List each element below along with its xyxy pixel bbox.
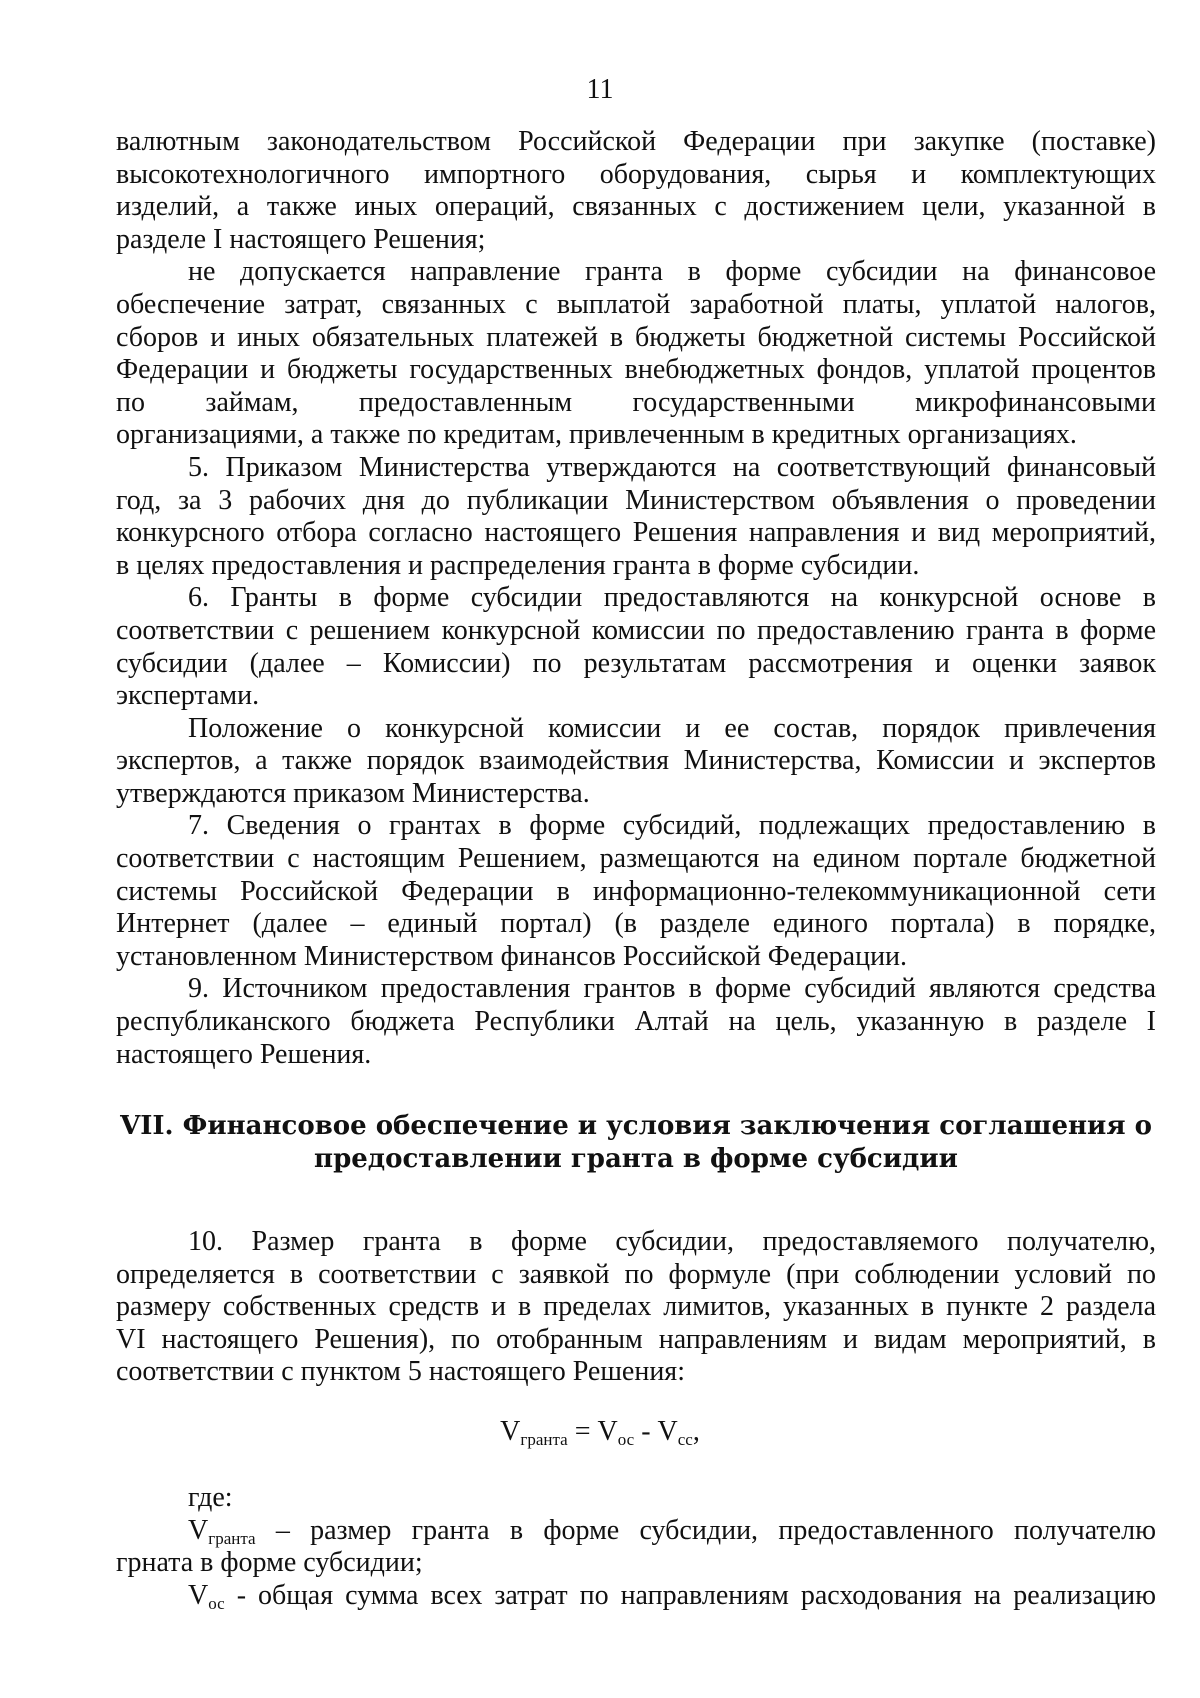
text-line: настоящего Решения. xyxy=(116,1038,372,1070)
def-v-grant-text: – размер гранта в форме субсидии, предоставленного получателю xyxy=(255,1514,1156,1546)
body-text-section-1 xyxy=(116,126,1156,1071)
section-heading-line-2: предоставлении гранта в форме субсидии xyxy=(314,1143,958,1174)
text-line: системы Российской Федерации в информационно-телекоммуникационной сети xyxy=(116,875,1156,907)
text-line: сборов и иных обязательных платежей в бюджеты бюджетной системы Российской xyxy=(116,321,1156,353)
text-line: размеру собственных средств и в пределах лимитов, указанных в пункте 2 раздела xyxy=(116,1291,1156,1323)
text-line: Положение о конкурсной комиссии и ее состав, порядок привлечения xyxy=(188,712,1156,744)
text-line: в целях предоставления и распределения гранта в форме субсидии. xyxy=(116,549,920,581)
text-line: республиканского бюджета Республики Алтай на цель, указанную в разделе I xyxy=(116,1006,1156,1038)
text-line: год, за 3 рабочих дня до публикации Министерством объявления о проведении xyxy=(116,484,1156,516)
text-line: экспертов, а также порядок взаимодействия Министерства, Комиссии и экспертов xyxy=(116,745,1156,777)
text-line: экспертами. xyxy=(116,680,260,712)
text-line: высокотехнологичного импортного оборудования, сырья и комплектующих xyxy=(116,158,1156,190)
def-v-grant-symbol: V xyxy=(188,1514,209,1546)
where-label: где: xyxy=(188,1482,233,1513)
text-line: разделе I настоящего Решения; xyxy=(116,223,486,255)
text-line: соответствии с настоящим Решением, размещаются на едином портале бюджетной xyxy=(116,843,1156,875)
section-heading-line-1: VII. Финансовое обеспечение и условия заключения соглашения о xyxy=(120,1111,1152,1141)
grant-formula xyxy=(0,1414,1200,1450)
text-line: 5. Приказом Министерства утверждаются на соответствующий финансовый xyxy=(188,451,1156,483)
formula-comma: , xyxy=(692,1416,700,1447)
text-line: по займам, предоставленным государственными микрофинансовыми xyxy=(116,386,1156,418)
formula-minus: - xyxy=(634,1416,658,1447)
page-number: 11 xyxy=(586,74,614,105)
text-line: соответствии с решением конкурсной комиссии по предоставлению гранта в форме xyxy=(116,614,1156,646)
formula-v-os: V xyxy=(597,1416,618,1447)
formula-sub-os: ос xyxy=(617,1430,635,1449)
def-v-grant-sub: гранта xyxy=(208,1528,256,1548)
text-line: Интернет (далее – единый портал) (в разделе единого портала) в порядке, xyxy=(116,908,1156,940)
text-line: валютным законодательством Российской Федерации при закупке (поставке) xyxy=(116,126,1156,157)
text-line: организациями, а также по кредитам, привлеченным в кредитных организациях. xyxy=(116,419,1077,451)
text-line: утверждаются приказом Министерства. xyxy=(116,777,590,809)
text-line: изделий, а также иных операций, связанных с достижением цели, указанной в xyxy=(116,191,1156,223)
text-line: VI настоящего Решения), по отобранным направлениям и видам мероприятий, в xyxy=(116,1323,1156,1355)
formula-v-ss: V xyxy=(657,1416,678,1447)
text-line: 7. Сведения о грантах в форме субсидий, подлежащих предоставлению в xyxy=(188,810,1156,842)
text-line: обеспечение затрат, связанных с выплатой заработной платы, уплатой налогов, xyxy=(116,288,1156,320)
formula-v-grant: V xyxy=(500,1416,521,1447)
formula-sub-ss: сс xyxy=(677,1430,693,1449)
text-line: конкурсного отбора согласно настоящего Решения направления и вид мероприятий, xyxy=(116,517,1156,549)
text-line: соответствии с пунктом 5 настоящего Решения: xyxy=(116,1356,685,1388)
text-line: 6. Гранты в форме субсидии предоставляются на конкурсной основе в xyxy=(188,582,1156,614)
definition-v-grant xyxy=(116,1515,1156,1548)
definition-v-os xyxy=(116,1580,1156,1613)
text-line: не допускается направление гранта в форме субсидии на финансовое xyxy=(188,256,1156,288)
body-text-section-2 xyxy=(116,1226,1156,1389)
text-line: 9. Источником предоставления грантов в форме субсидий являются средства xyxy=(188,973,1156,1005)
text-line: определяется в соответствии с заявкой по формуле (при соблюдении условий по xyxy=(116,1258,1156,1290)
definitions xyxy=(116,1482,1156,1612)
text-line: 10. Размер гранта в форме субсидии, предоставляемого получателю, xyxy=(188,1226,1156,1257)
formula-sub-grant: гранта xyxy=(520,1430,568,1449)
def-v-os-text: - общая сумма всех затрат по направлениям расходования на реализацию xyxy=(224,1579,1156,1611)
section-heading xyxy=(116,1110,1156,1175)
text-line: Федерации и бюджеты государственных внебюджетных фондов, уплатой процентов xyxy=(116,354,1156,386)
text-line: установленном Министерством финансов Российской Федерации. xyxy=(116,940,908,972)
formula-equals: = xyxy=(567,1416,598,1447)
text-line: субсидии (далее – Комиссии) по результатам рассмотрения и оценки заявок xyxy=(116,647,1156,679)
definition-v-grant-continued: грната в форме субсидии; xyxy=(116,1547,423,1579)
def-v-os-symbol: V xyxy=(188,1579,209,1611)
def-v-os-sub: ос xyxy=(208,1593,225,1613)
